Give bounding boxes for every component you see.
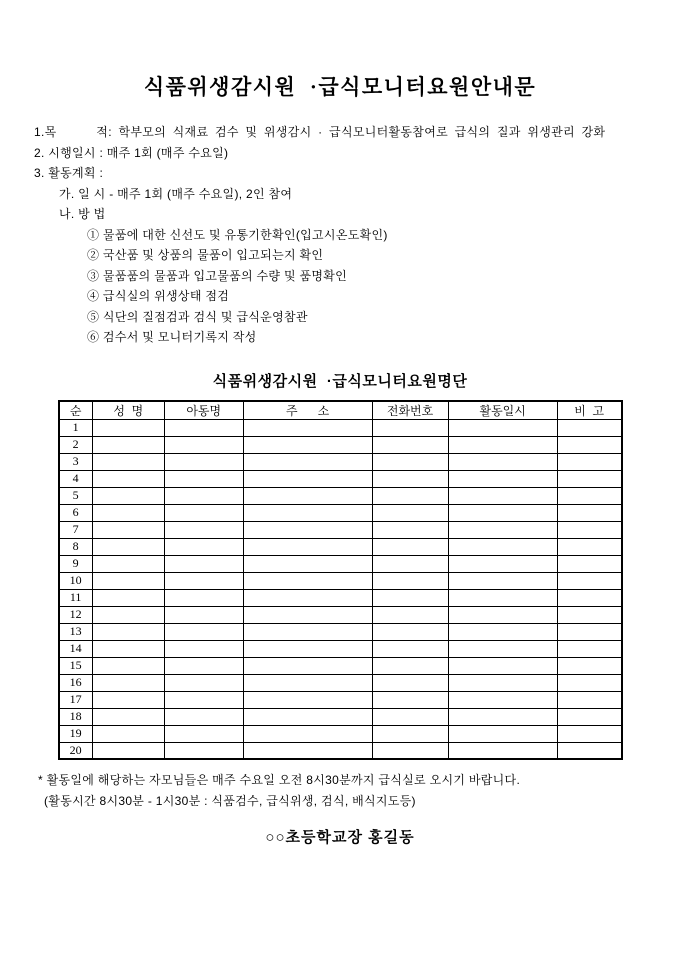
method-item-6: ⑥ 검수서 및 모니터기록지 작성 (87, 330, 257, 344)
table-row (59, 640, 622, 657)
empty-cell (92, 487, 164, 504)
empty-cell (164, 572, 243, 589)
plan-item: 3. 활동계획 : (34, 166, 104, 180)
row-number-cell: 14 (59, 640, 93, 657)
empty-cell (448, 453, 557, 470)
table-row (59, 606, 622, 623)
column-header-remarks: 비 고 (557, 401, 621, 420)
empty-cell (372, 504, 448, 521)
header-row (59, 401, 622, 420)
empty-cell (243, 589, 372, 606)
empty-cell (164, 725, 243, 742)
empty-cell (164, 623, 243, 640)
column-header-phone: 전화번호 (372, 401, 448, 420)
method-item-5: ⑤ 식단의 질점검과 검식 및 급식운영참관 (87, 309, 308, 324)
empty-cell (92, 470, 164, 487)
column-header-child-name: 아동명 (164, 401, 243, 420)
empty-cell (448, 521, 557, 538)
row-number-cell: 1 (59, 419, 93, 436)
empty-cell (92, 725, 164, 742)
row-number-cell: 3 (59, 453, 93, 470)
empty-cell (448, 572, 557, 589)
empty-cell (557, 657, 621, 674)
empty-cell (164, 657, 243, 674)
row-number-cell: 16 (59, 674, 93, 691)
empty-cell (372, 640, 448, 657)
empty-cell (164, 674, 243, 691)
row-number-cell: 8 (59, 538, 93, 555)
empty-cell (557, 589, 621, 606)
empty-cell (557, 555, 621, 572)
empty-cell (448, 606, 557, 623)
empty-cell (557, 674, 621, 691)
empty-cell (92, 521, 164, 538)
schedule-item: 2. 시행일시 : 매주 1회 (매주 수요일) (34, 145, 229, 160)
empty-cell (243, 657, 372, 674)
empty-cell (92, 640, 164, 657)
empty-cell (448, 589, 557, 606)
row-number-cell: 10 (59, 572, 93, 589)
empty-cell (557, 623, 621, 640)
empty-cell (92, 674, 164, 691)
empty-cell (243, 487, 372, 504)
empty-cell (557, 521, 621, 538)
table-row (59, 674, 622, 691)
empty-cell (372, 742, 448, 759)
empty-cell (448, 470, 557, 487)
table-row (59, 572, 622, 589)
empty-cell (243, 436, 372, 453)
method-item-4: ④ 급식실의 위생상태 점검 (87, 289, 230, 303)
empty-cell (372, 453, 448, 470)
intro-section (34, 122, 646, 348)
empty-cell (92, 572, 164, 589)
empty-cell (92, 657, 164, 674)
empty-cell (448, 674, 557, 691)
empty-cell (372, 521, 448, 538)
empty-cell (164, 555, 243, 572)
table-row (59, 453, 622, 470)
footer-note-line1: * 활동일에 해당하는 자모님들은 매주 수요일 오전 8시30분까지 급식실로 오시기 바랍니다. (38, 773, 521, 787)
table-row (59, 708, 622, 725)
table-row (59, 504, 622, 521)
method-item-3: ③ 물품품의 물품과 입고물품의 수량 및 품명확인 (87, 268, 348, 283)
empty-cell (92, 742, 164, 759)
empty-cell (92, 691, 164, 708)
empty-cell (243, 640, 372, 657)
empty-cell (164, 436, 243, 453)
empty-cell (243, 419, 372, 436)
empty-cell (557, 470, 621, 487)
empty-cell (557, 572, 621, 589)
empty-cell (448, 504, 557, 521)
empty-cell (372, 623, 448, 640)
table-row (59, 589, 622, 606)
empty-cell (164, 742, 243, 759)
empty-cell (372, 708, 448, 725)
roster-title: 식품위생감시원 ·급식모니터요원명단 (212, 372, 468, 390)
empty-cell (448, 691, 557, 708)
empty-cell (92, 589, 164, 606)
empty-cell (448, 487, 557, 504)
row-number-cell: 7 (59, 521, 93, 538)
empty-cell (92, 555, 164, 572)
method-item-2: ② 국산품 및 상품의 물품이 입고되는지 확인 (87, 248, 324, 262)
empty-cell (92, 436, 164, 453)
empty-cell (243, 708, 372, 725)
row-number-cell: 20 (59, 742, 93, 759)
empty-cell (557, 691, 621, 708)
table-row (59, 436, 622, 453)
empty-cell (164, 708, 243, 725)
table-row (59, 487, 622, 504)
plan-date-subitem: 가. 일 시 - 매주 1회 (매주 수요일), 2인 참여 (59, 186, 293, 201)
empty-cell (372, 657, 448, 674)
empty-cell (557, 606, 621, 623)
empty-cell (243, 606, 372, 623)
empty-cell (164, 640, 243, 657)
footer-notes (38, 770, 642, 812)
row-number-cell: 18 (59, 708, 93, 725)
table-row (59, 725, 622, 742)
empty-cell (92, 419, 164, 436)
empty-cell (243, 504, 372, 521)
empty-cell (243, 572, 372, 589)
row-number-cell: 2 (59, 436, 93, 453)
roster-table-body (59, 419, 622, 759)
column-header-name: 성 명 (92, 401, 164, 420)
row-number-cell: 9 (59, 555, 93, 572)
empty-cell (557, 453, 621, 470)
empty-cell (557, 725, 621, 742)
empty-cell (557, 640, 621, 657)
empty-cell (372, 419, 448, 436)
empty-cell (557, 419, 621, 436)
empty-cell (448, 742, 557, 759)
footer-note-line2: (활동시간 8시30분 - 1시30분 : 식품검수, 급식위생, 검식, 배식지도등) (44, 794, 416, 808)
table-row (59, 742, 622, 759)
empty-cell (92, 453, 164, 470)
empty-cell (557, 487, 621, 504)
table-row (59, 657, 622, 674)
empty-cell (372, 691, 448, 708)
empty-cell (448, 657, 557, 674)
empty-cell (92, 606, 164, 623)
empty-cell (557, 708, 621, 725)
table-row (59, 623, 622, 640)
empty-cell (164, 691, 243, 708)
row-number-cell: 5 (59, 487, 93, 504)
table-row (59, 555, 622, 572)
empty-cell (243, 555, 372, 572)
purpose-item: 1.목 적: 학부모의 식재료 검수 및 위생감시 · 급식모니터활동참여로 급식의 질과 위생관리 강화 (34, 125, 606, 139)
table-row (59, 538, 622, 555)
empty-cell (372, 572, 448, 589)
empty-cell (243, 742, 372, 759)
signature-line: ○○초등학교장 홍길동 (265, 829, 415, 846)
empty-cell (92, 708, 164, 725)
column-header-address: 주 소 (243, 401, 372, 420)
empty-cell (243, 725, 372, 742)
empty-cell (243, 623, 372, 640)
empty-cell (372, 555, 448, 572)
table-row (59, 470, 622, 487)
empty-cell (372, 538, 448, 555)
document-title: 식품위생감시원 ·급식모니터요원안내문 (143, 75, 537, 99)
empty-cell (243, 674, 372, 691)
empty-cell (164, 538, 243, 555)
empty-cell (164, 419, 243, 436)
empty-cell (243, 521, 372, 538)
column-header-activity-date: 활동일시 (448, 401, 557, 420)
row-number-cell: 19 (59, 725, 93, 742)
roster-table-header (59, 401, 622, 420)
table-row (59, 419, 622, 436)
empty-cell (243, 691, 372, 708)
empty-cell (372, 606, 448, 623)
empty-cell (243, 470, 372, 487)
empty-cell (243, 538, 372, 555)
empty-cell (164, 470, 243, 487)
empty-cell (92, 504, 164, 521)
empty-cell (448, 419, 557, 436)
row-number-cell: 15 (59, 657, 93, 674)
roster-table (58, 400, 623, 761)
empty-cell (448, 623, 557, 640)
empty-cell (92, 623, 164, 640)
empty-cell (448, 725, 557, 742)
empty-cell (372, 436, 448, 453)
empty-cell (557, 742, 621, 759)
empty-cell (164, 606, 243, 623)
empty-cell (557, 436, 621, 453)
empty-cell (448, 538, 557, 555)
empty-cell (448, 640, 557, 657)
empty-cell (243, 453, 372, 470)
table-row (59, 691, 622, 708)
method-item-1: ① 물품에 대한 신선도 및 유통기한확인(입고시온도확인) (87, 227, 388, 242)
row-number-cell: 13 (59, 623, 93, 640)
empty-cell (372, 589, 448, 606)
empty-cell (557, 504, 621, 521)
empty-cell (372, 470, 448, 487)
plan-method-subitem: 나. 방 법 (59, 207, 106, 221)
empty-cell (448, 555, 557, 572)
row-number-cell: 12 (59, 606, 93, 623)
empty-cell (164, 589, 243, 606)
row-number-cell: 4 (59, 470, 93, 487)
empty-cell (372, 725, 448, 742)
empty-cell (557, 538, 621, 555)
row-number-cell: 6 (59, 504, 93, 521)
empty-cell (164, 453, 243, 470)
empty-cell (164, 521, 243, 538)
empty-cell (448, 708, 557, 725)
column-header-seq: 순 (59, 401, 93, 420)
empty-cell (164, 487, 243, 504)
table-row (59, 521, 622, 538)
empty-cell (164, 504, 243, 521)
empty-cell (448, 436, 557, 453)
row-number-cell: 11 (59, 589, 93, 606)
row-number-cell: 17 (59, 691, 93, 708)
empty-cell (92, 538, 164, 555)
empty-cell (372, 487, 448, 504)
empty-cell (372, 674, 448, 691)
